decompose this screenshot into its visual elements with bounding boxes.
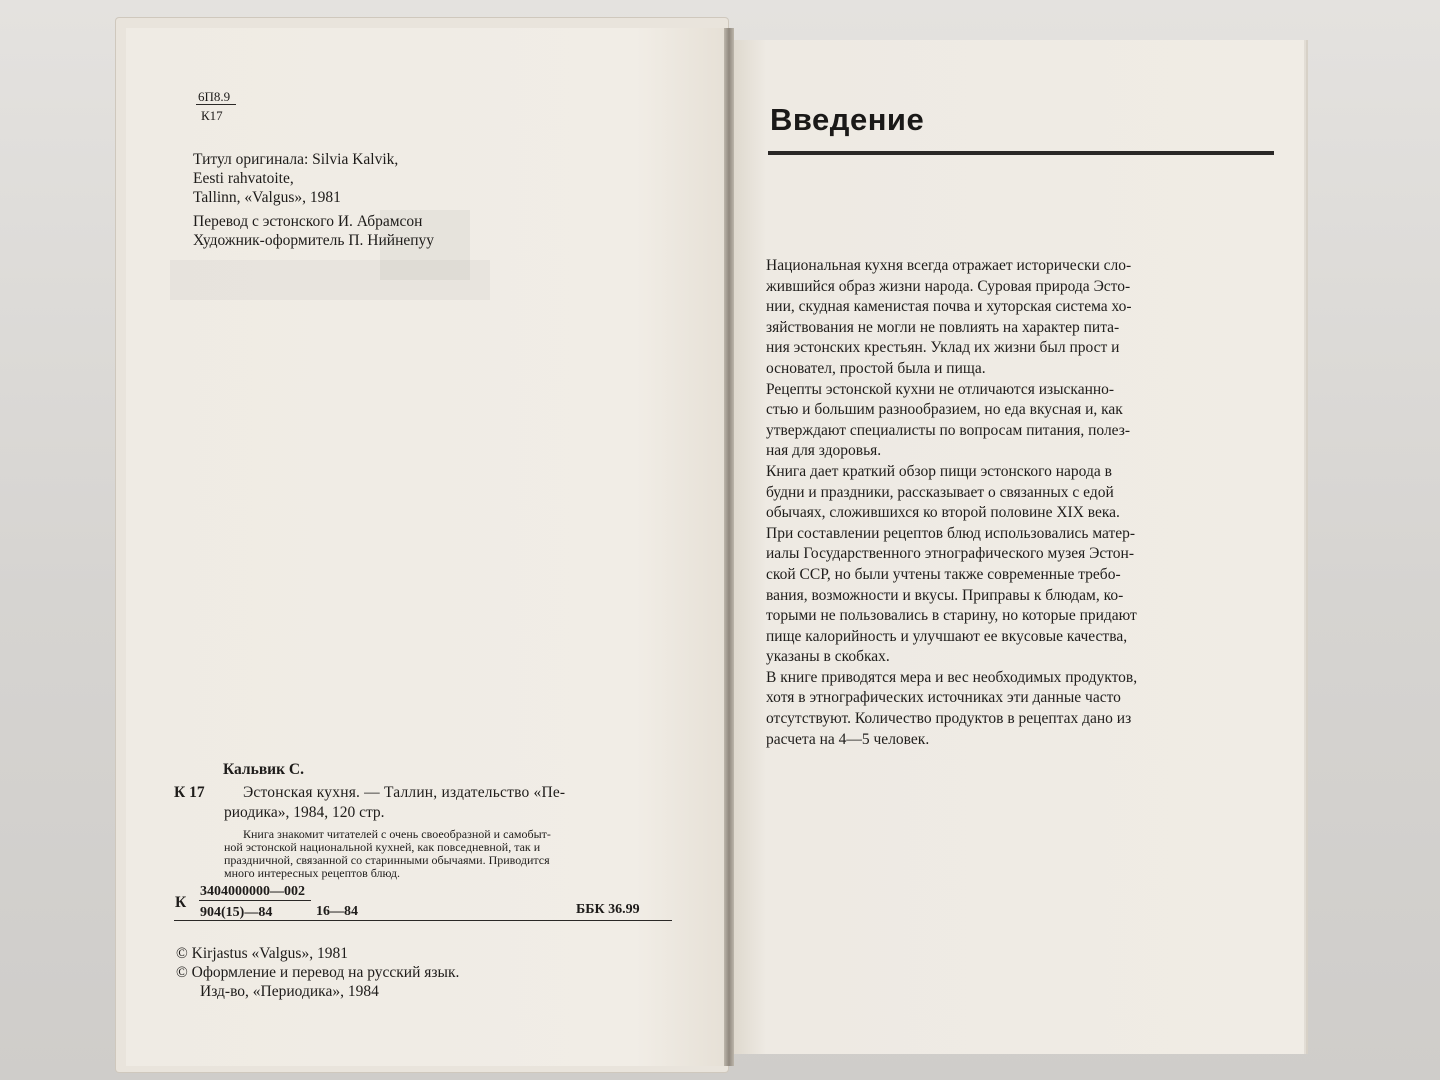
introduction-text <box>766 256 1276 750</box>
intro-paragraph: При составлении рецептов блюд использовались матер- иалы Государственного этнографического музея Эстон- ской ССР, но были учтены также современные требо- вания, возможности и вкусы. Приправы к блюдам, ко- торыми не пользовались в старину, но которые придают пище калорийность и улучшают ее вкусовые качества, указаны в скобках. <box>766 524 1137 666</box>
index-numerator: 3404000000—002 <box>200 884 305 899</box>
copyright-line: © Kirjastus «Valgus», 1981 <box>176 945 348 962</box>
catalog-divider <box>174 920 672 921</box>
classification-rule <box>196 104 236 105</box>
show-through-block <box>170 260 490 300</box>
designer-credit: Художник-оформитель П. Нийнепуу <box>193 232 435 249</box>
original-title-line: Титул оригинала: Silvia Kalvik, <box>193 151 399 168</box>
book-gutter <box>724 28 734 1066</box>
annotation-line: много интересных рецептов блюд. <box>224 866 400 880</box>
annotation-line: Книга знакомит читателей с очень своеобразной и самобыт- <box>243 827 551 841</box>
catalog-entry-line: риодика», 1984, 120 стр. <box>224 804 385 821</box>
heading-underline <box>768 151 1274 155</box>
annotation-line: ной эстонской национальной кухней, как повседневной, так и <box>224 840 541 854</box>
original-title-line: Tallinn, «Valgus», 1981 <box>193 189 341 206</box>
index-fraction-rule <box>199 900 311 901</box>
original-title-line: Eesti rahvatoite, <box>193 170 294 187</box>
index-suffix: 16—84 <box>316 904 358 919</box>
catalog-entry-line: Эстонская кухня. — Таллин, издательство «Пе- <box>243 784 566 801</box>
intro-paragraph: В книге приводятся мера и вес необходимых продуктов, хотя в этнографических источниках эти данные часто отсутствуют. Количество продуктов в рецептах дано из расчета на 4—5 человек. <box>766 668 1138 748</box>
catalog-code: К 17 <box>174 784 205 801</box>
intro-paragraph: Рецепты эстонской кухни не отличаются изысканно- стью и большим разнообразием, но еда вкусная и, как утверждают специалисты по вопросам питания, полез- ная для здоровья. <box>766 380 1131 460</box>
classification-bottom: К17 <box>201 108 223 123</box>
copyright-line: © Оформление и перевод на русский язык. <box>176 964 460 981</box>
intro-paragraph: Книга дает краткий обзор пищи эстонского народа в будни и праздники, рассказывает о связанных с едой обычаях, сложившихся ко второй половине XIX века. <box>766 462 1120 522</box>
annotation-line: праздничной, связанной со старинными обычаями. Приводится <box>224 853 550 867</box>
index-letter: К <box>175 894 187 911</box>
catalog-author: Кальвик С. <box>223 761 304 778</box>
classification-top: 6П8.9 <box>198 89 231 104</box>
bbk-code: ББК 36.99 <box>576 902 640 917</box>
page-title: Введение <box>770 102 925 137</box>
intro-paragraph: Национальная кухня всегда отражает исторически сло- жившийся образ жизни народа. Суровая природа Эсто- нии, скудная каменистая почва и хуторская система хо- зяйствования не могли не повлиять на характер пита- ния эстонских крестьян. Уклад их жизни был прост и основател, простой была и пища. <box>766 257 1132 377</box>
translator-credit: Перевод с эстонского И. Абрамсон <box>193 213 423 230</box>
copyright-line: Изд-во, «Периодика», 1984 <box>200 983 379 1000</box>
index-denominator: 904(15)—84 <box>200 905 273 920</box>
